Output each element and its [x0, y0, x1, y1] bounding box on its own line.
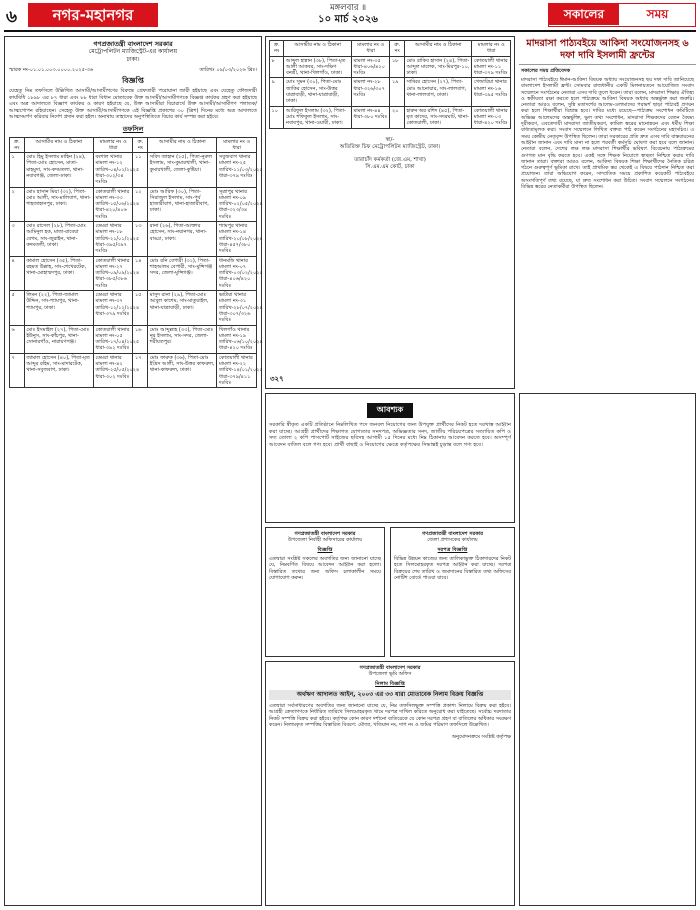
column-header: আসামীর নাম ও ঠিকানা — [284, 41, 351, 57]
office-title: জেলা প্রশাসকের কার্যালয় — [427, 537, 478, 544]
gov-title: গণপ্রজাতন্ত্রী বাংলাদেশ সরকার — [294, 531, 356, 537]
auction-sign: অনুমোদনক্রমে সংশ্লিষ্ট কর্তৃপক্ষ — [451, 734, 511, 741]
table-row — [10, 353, 257, 387]
notice-body: যেহেতু নিম্ন তফসিলে উল্লিখিত আসামী/আসামীগণের বিরুদ্ধে গ্রেফতারী পরোয়ানা জারী হইয়াছে এবং যেহেতু ফৌজদারী কার্যবিধি ১৮৯৮ এর ৮৭ ধারা এবং ৮৮ ধারা বিধান মোতাবেক উক্ত আসামী/আসামীগণকে বিজ্ঞপ্ত কার্যকর গ্রহণ করা হইয়াছে এবং অত্র আদালতে বিজ্ঞাপ কার্যকর ও কারণ হইয়াছে যে, উক্ত আসামীরা বিচারার্থে উক্ত আসামী/আসামীগণ পলাতক/আত্মগোপন রহিয়াছেন। সেহেতু উক্ত আসামী/আসামীগণকে এই বিজ্ঞপ্তি প্রকাশের ৩০ (ত্রিশ) দিনের মধ্যে অত্র আদালতে আত্মসমর্পণ করিবার নির্দেশ প্রদান করা হইল। অন্যথায় তাহাদের অনুপস্থিতিতে বিচার কার্য সম্পন্ন করা হইবে। — [9, 88, 257, 120]
table-cell: ২ — [10, 187, 25, 221]
table-cell: গেন্ডারিয়া থানার মামলা নং-১৬ ধারা-৩৯৫ দঃবিঃ — [472, 78, 511, 106]
table-cell: ৬ — [10, 325, 25, 353]
column-header: মামলার নং ও ধারা — [93, 137, 133, 153]
table-cell: ৩ — [10, 222, 25, 256]
recruitment-title: আবশ্যক — [367, 403, 413, 418]
tender-notice — [390, 527, 515, 657]
table-cell: মোঃ সুমন (৩০), পিতা-মোঃ জাকির হোসেন, সাং-উত্তর যাত্রাবাড়ী, থানা-যাত্রাবাড়ী, ঢাকা। — [284, 78, 351, 106]
table-cell: রানা (২৬), পিতা-আক্তার হোসেন, সাং-নয়ানগর, থানা-বাড্ডা, ঢাকা। — [148, 222, 217, 256]
page-number: ৬ — [6, 7, 18, 27]
article-headline: মাদরাসা পাঠ্যবইয়ে আকিদা সংযোজনসহ ৬ দফা দাবি ইসলামী ফ্রন্টের — [519, 36, 696, 65]
table-cell: সাব্বির হোসেন (২৭), পিতা-মোঃ আনোয়ার, সাং-লালবাগ, থানা-লালবাগ, ঢাকা। — [404, 78, 471, 106]
table-header-row — [10, 137, 257, 153]
ref-date: তারিখঃ ০৯/০৩/২০২৬ খ্রিঃ। — [199, 67, 257, 73]
table-cell: ৯ — [270, 78, 284, 106]
auction-notice — [265, 661, 515, 906]
accused-table-continued — [269, 40, 511, 129]
table-cell: ২০ — [390, 106, 404, 128]
recruitment-body: সরকারি স্বীকৃত একটি প্রতিষ্ঠানে নিম্নলিখিত পদে জনবল নিয়োগের জন্য উপযুক্ত প্রার্থীদের নিকট হতে দরখাস্ত আহ্বান করা যাচ্ছে। আগ্রহী প্রার্থীদের শিক্ষাগত যোগ্যতার সনদপত্র, অভিজ্ঞতার সনদ, জাতীয় পরিচয়পত্রের সত্যায়িত কপি ও সদ্য তোলা ২ কপি পাসপোর্ট সাইজের ছবিসহ আগামী ১৫ দিনের মধ্যে নিম্ন ঠিকানায় আবেদন করতে হবে। অসম্পূর্ণ আবেদন বাতিল বলে গণ্য হবে। প্রার্থী বাছাই ও নিয়োগের ক্ষেত্রে কর্তৃপক্ষের সিদ্ধান্তই চূড়ান্ত বলে গণ্য হবে। — [269, 422, 511, 448]
notice-title: বিজ্ঞপ্তি — [317, 546, 333, 553]
tender-body: বিভিন্ন উন্নয়ন কাজের জন্য তালিকাভুক্ত ঠিকাদারদের নিকট হতে সিলমোহরকৃত দরপত্র আহ্বান করা যাচ্ছে। দরপত্র বিক্রয়ের শেষ তারিখ ও জমাদানের বিস্তারিত তথ্য অফিসের নোটিশ বোর্ডে পাওয়া যাবে। — [394, 556, 511, 581]
table-cell: বংশাল থানার মামলা নং-১২ তারিখ-০৪/০২/২০২৫ ধারা-৩০২/৩৪ দঃবিঃ — [95, 154, 140, 186]
table-row — [10, 256, 257, 290]
table-cell: মোঃ ফারুক (৩৬), পিতা-মোঃ ইদ্রিস আলী, সাং-উত্তর কাফরুল, থানা-কাফরুল, ঢাকা। — [148, 353, 217, 387]
ref-number: স্মারক নং-০১.০১.০০৩.০০০০.২০২৫-৩৬ — [9, 67, 94, 73]
column-header: আসামীর নাম ও ঠিকানা — [148, 137, 217, 153]
column-header: ক্র. নং — [270, 41, 284, 57]
table-cell: মোঃ রাসেল (২৮), পিতা-মোঃ আমিনুল হক, মাতা-রাবেয়া বেগম, সাং-জুরাইন, থানা-কদমতলী, ঢাকা। — [24, 222, 93, 256]
table-cell: মোঃ আরিফ (৩০), পিতা-সিরাজুল ইসলাম, সাং-পূর্ব হাজারীবাগ, থানা-হাজারীবাগ, ঢাকা। — [148, 187, 217, 221]
signature-by: তারাচাঁদ কর্মকর্তা (জে.এম, শাখা) — [354, 156, 426, 163]
table-cell: ১১ — [133, 153, 148, 187]
table-cell: ১৭ — [133, 353, 148, 387]
table-cell: ১৪ — [133, 256, 148, 290]
signature-title: অতিরিক্ত চিফ মেট্রোপলিটন ম্যাজিস্ট্রেট, ঢাকা। — [339, 143, 441, 150]
header-rule — [4, 30, 696, 32]
accused-table — [9, 137, 263, 389]
auction-body: এতদ্বারা সর্বসাধারণের অবগতির জন্য জানানো যাচ্ছে যে, নিম্ন তফসিলভুক্ত সম্পত্তি প্রকাশ্য নিলামে বিক্রয় করা হইবে। আগ্রহী ক্রেতাগণকে নির্ধারিত তারিখে সিলমোহরকৃত খামে দরপত্র দাখিল করিতে অনুরোধ করা যাইতেছে। সর্বোচ্চ দরদাতার নিকট সম্পত্তি বিক্রয় করা হইবে। কর্তৃপক্ষ কোন কারণ দর্শানো ব্যতিরেকে যে কোন দরপত্র গ্রহণ বা বাতিলের অধিকার সংরক্ষণ করেন। নিলামকৃত সম্পত্তির বিস্তারিত বিবরণ: মৌজা, খতিয়ান নং, দাগ নং ও জমির পরিমাণ তফসিলে উল্লেখিত। — [269, 703, 511, 728]
section-badge: নগর-মহানগর — [28, 3, 158, 27]
table-cell: কোতয়ালী থানার মামলা নং-০৩ ধারা-৪২০ দঃবিঃ — [472, 106, 511, 128]
column-header: মামলার নং ও ধারা — [351, 41, 390, 57]
table-cell: মোঃ ইসমাইল (২৭), পিতা-মোঃ ইউনুস, সাং-কাঁচপুর, থানা-সোনারগাঁও, নারায়ণগঞ্জ। — [24, 325, 93, 353]
signature: স্বা/- — [385, 136, 395, 143]
table-cell: সূত্রাপুর থানার মামলা নং-০৯ তারিখ-০২/০৫/২০২৪ ধারা-৩২৩/৩৪ দঃবিঃ — [218, 188, 263, 220]
table-cell: কামাল হোসেন (৩৫), পিতা-রহমত উল্লাহ, সাং-শেখেরটেক, থানা-মোহাম্মদপুর, ঢাকা। — [24, 256, 93, 290]
table-row — [270, 78, 511, 106]
chief-judicial-magistrate-notice — [519, 393, 696, 906]
table-cell: কোতয়ালী থানার মামলা নং-৩৩ তারিখ-১৫/০৬/২০২৪ ধারা-৪২০/৪০৬ দঃবিঃ — [95, 188, 140, 220]
recruitment-ad — [265, 393, 515, 523]
table-cell: মামলা নং-৪৪ ধারা-৩৮০ দঃবিঃ — [351, 106, 390, 128]
table-cell: ডেমরা থানার মামলা নং-৩৭ তারিখ-১২/১২/২০২৪ ধারা-৩৭৯ দঃবিঃ — [93, 291, 133, 325]
logo-left: সকালের — [549, 4, 619, 25]
schedule-title: তফসিল — [122, 124, 144, 133]
table-cell: কোতয়ালী থানার মামলা নং-২২ তারিখ-১৪/০১/২০২৫ ধারা-৩৭৯/৪১১ দঃবিঃ — [218, 354, 263, 386]
table-cell: ১০ — [270, 106, 284, 128]
newspaper-logo — [548, 3, 696, 27]
article-byline: সকালের সময় প্রতিবেদক — [521, 68, 571, 74]
table-cell: ১৮ — [390, 56, 404, 78]
table-cell: সবুজবাগ থানার মামলা নং-২৫ তারিখ-১১/০৩/২০২৫ ধারা-৩৭৯ দঃবিঃ — [217, 153, 257, 187]
date-label: ১০ মার্চ ২০২৬ — [318, 14, 378, 25]
table-cell: আরিফুল ইসলাম (৩২), পিতা-মোঃ শফিকুল ইসলাম, সাং-নবাবপুর, থানা-ওয়ারী, ঢাকা। — [284, 106, 351, 128]
table-cell: ৫ — [10, 291, 25, 325]
ad-number: ৩২৭ — [270, 375, 284, 383]
column-header: মামলার নং ও ধারা — [472, 41, 511, 57]
table-row — [270, 56, 511, 78]
table-cell: কোতয়ালী থানার মামলা নং-১১ ধারা-৩৭৯ দঃবিঃ — [472, 56, 511, 78]
table-cell: মোঃ রনি বেপারী (৩১), পিতা-শাহআলম বেপারী, সাং-মুন্সিগঞ্জ সদর, জেলা-মুন্সিগঞ্জ। — [148, 256, 217, 290]
gov-title: গণপ্রজাতন্ত্রী বাংলাদেশ সরকার — [422, 531, 483, 537]
notice-reference — [9, 67, 257, 75]
table-cell: কোতয়ালী থানার মামলা নং-০৫ তারিখ-১৭/০৪/২০২৫ ধারা-৩৯২ দঃবিঃ — [95, 326, 140, 352]
table-row — [10, 153, 257, 187]
table-row — [10, 325, 257, 353]
table-cell: ৭ — [10, 353, 25, 387]
table-row — [10, 291, 257, 325]
table-cell: মাসুদ রানা (২৯), পিতা-মোঃ আবুল কাশেম, সাং-মাতুয়াইল, থানা-যাত্রাবাড়ী, ঢাকা। — [148, 291, 217, 325]
column-header: মামলার নং ও ধারা — [217, 137, 257, 153]
article-body: মাদরাসা পাঠ্যবইয়ে ঈমান-আকিদা বিষয়ক অধ্যায় সংযোজনসহ ছয় দফা দাবি জানিয়েছে বাংলাদেশ ইসলামী ফ্রন্ট। সোমবার রাজধানীর একটি মিলনায়তনে আয়োজিত সংবাদ সম্মেলনে সংগঠনের নেতারা এসব দাবি তুলে ধরেন। তারা বলেন, মাদরাসা শিক্ষার ঐতিহ্য ও স্বকীয়তা রক্ষা করতে হলে পাঠ্যক্রমে আকিদা বিষয়ক অধ্যায় অন্তর্ভুক্ত করা জরুরি। নেতারা আরও বলেন, সুন্নি মতাদর্শের আলেম-ওলামাদের পরামর্শ ছাড়া পাঠ্যবই প্রণয়ন করা হলে শিক্ষার্থীরা বিভ্রান্ত হবে। দাবির মধ্যে রয়েছে—পাঠ্যক্রম সংশোধন কমিটিতে অভিজ্ঞ আলেমদের অন্তর্ভুক্তি, ভুল তথ্য সংশোধন, মাদরাসা শিক্ষকদের বেতন বৈষম্য দূরীকরণ, এবতেদায়ী মাদরাসা জাতীয়করণ, কামিল স্তরের মানোন্নয়ন এবং ধর্মীয় শিক্ষা বাধ্যতামূলক করা। সংবাদ সম্মেলনে লিখিত বক্তব্য পাঠ করেন সংগঠনের মহাসচিব। এ সময় কেন্দ্রীয় নেতৃবৃন্দ উপস্থিত ছিলেন। তারা সরকারের প্রতি দ্রুত এসব দাবি বাস্তবায়নের আহ্বান জানান এবং দাবি মানা না হলে পরবর্তী কর্মসূচি ঘোষণা করা হবে বলে জানান। নেতারা বলেন, দেশের লক্ষ লক্ষ মাদরাসা শিক্ষার্থীর ভবিষ্যৎ বিবেচনায় পাঠ্যক্রমের গুণগত মান বৃদ্ধি করতে হবে। একই সঙ্গে শিক্ষক নিয়োগে স্বচ্ছতা নিশ্চিত করার দাবি জানান তারা। বক্তারা আরও বলেন, আকিদা বিষয়ক শিক্ষা শিক্ষার্থীদের নৈতিক চরিত্র গঠনে গুরুত্বপূর্ণ ভূমিকা রাখে। তাই প্রাথমিক স্তর থেকেই এ বিষয়ে পাঠদান নিশ্চিত করা প্রয়োজন। তারা অভিযোগ করেন, সাম্প্রতিক সময়ে প্রকাশিত কয়েকটি পাঠ্যবইয়ে অসংগতিপূর্ণ তথ্য রয়েছে, যা দ্রুত সংশোধন করা উচিত। সংবাদ সম্মেলনে সংগঠনের বিভিন্ন স্তরের নেতাকর্মীরা উপস্থিত ছিলেন। — [521, 77, 695, 191]
table-row — [270, 106, 511, 128]
table-cell: ১৫ — [133, 291, 148, 325]
column-header: ক্র. নং — [10, 137, 25, 153]
column-header: আসামীর নাম ও ঠিকানা — [404, 41, 471, 57]
table-cell: শ্যামপুর থানার মামলা নং-১৪ তারিখ-২০/০৮/২০২৪ ধারা-৪৫৭/৩৮০ দঃবিঃ — [218, 223, 263, 255]
column-header: ক্র. নং — [133, 137, 148, 153]
table-cell: ধানমন্ডি থানার মামলা নং-০৭ তারিখ-০৩/০২/২০২৫ ধারা-৪০৬/৪২০ দঃবিঃ — [218, 257, 263, 289]
table-cell: ১৩ — [133, 222, 148, 256]
day-label: মঙ্গলবার ॥ — [329, 3, 367, 13]
table-cell: ১২ — [133, 187, 148, 221]
table-cell: ডেমরা থানার মামলা নং-১৮ তারিখ-২১/০১/২০২৫ ধারা-৩৯৫/৩৯৭ দঃবিঃ — [95, 223, 140, 255]
page-header — [0, 0, 700, 30]
auction-highlight: অর্থঋণ আদালত আইন, ২০০৩ এর ৩৩ ধারা মোতাবেক নিলাম বিক্রয় বিজ্ঞপ্তি — [269, 690, 511, 700]
table-cell: সবিদ জাহান (২৫), পিতা-নুরুল ইসলাম, সাং-কুমারখালী, থানা-কুমারখালী, জেলা-কুষ্টিয়া। — [148, 153, 217, 187]
column-header: আসামীর নাম ও ঠিকানা — [24, 137, 93, 153]
table-cell: ১৯ — [390, 78, 404, 106]
table-cell: মোঃ হিমু ইসলাম মাহিন (২৪), পিতা-মোঃ হোসেন, মাতা-মাহমুদা, সাং-কদমতলা, থানা-নবাবগঞ্জ, জেলা-ঢাকা। — [24, 153, 93, 187]
notice-heading — [9, 40, 257, 64]
metropolitan-magistrate-notice — [4, 36, 262, 906]
table-cell: মামলা নং-২৮ ধারা-৩২৬/৩০৭ দঃবিঃ — [351, 78, 390, 106]
tender-title: দরপত্র বিজ্ঞপ্তি — [437, 546, 468, 553]
office-city: ঢাকা। — [126, 56, 140, 63]
office-title: মেট্রোপলিটন ম্যাজিস্ট্রেট-এর কার্যালয় — [88, 48, 178, 55]
signature-by-office: সি.এম.এম কোর্ট, ঢাকা — [365, 163, 415, 170]
office-title: উপজেলা নির্বাহী অফিসারের কার্যালয় — [287, 537, 363, 544]
gov-title: গণপ্রজাতন্ত্রী বাংলাদেশ সরকার — [359, 665, 421, 671]
table-cell: ভাটারা থানার মামলা নং-৩১ তারিখ-২৮/০৭/২০২৪ ধারা-৩০৭/৩২৬ দঃবিঃ — [218, 292, 263, 324]
table-cell: ডেমরা থানার মামলা নং-৪২ তারিখ-২৫/০৫/২০২৪ ধারা-৩০২ দঃবিঃ — [93, 353, 133, 387]
table-cell: মোঃ রাকিব হাসান (২৪), পিতা-আব্দুল মালেক, সাং-মিরপুর-১০, ঢাকা। — [404, 56, 471, 78]
table-cell: ৮ — [270, 56, 284, 78]
upazila-notice — [265, 527, 385, 657]
table-cell: খিলগাঁও থানার মামলা নং-১৯ তারিখ-০৬/১০/২০২৪ ধারা-৪২০ দঃবিঃ — [218, 326, 263, 352]
news-article — [519, 36, 696, 389]
dateline — [268, 2, 428, 26]
table-cell: কোতয়ালী থানার মামলা নং-২৭ তারিখ-০৯/০৯/২০২৪ ধারা-৩৮৫/৩৮৬ দঃবিঃ — [95, 257, 140, 289]
table-cell: ১৬ — [133, 325, 148, 353]
signature-block — [269, 137, 511, 171]
table-cell: আব্দুল হান্নান (৩৮), পিতা-মৃত আলী আকবর, সাং-দক্ষিণ বনশ্রী, থানা-খিলগাঁও, ঢাকা। — [284, 56, 351, 78]
table-cell: হারুন অর রশিদ (৪৫), পিতা-মৃত কাদের, সাং-সদরঘাট, থানা-কোতয়ালী, ঢাকা। — [404, 106, 471, 128]
table-row — [10, 222, 257, 256]
notice-body: এতদ্বারা সংশ্লিষ্ট সকলের অবগতির জন্য জানানো যাচ্ছে যে, নিম্নবর্ণিত বিষয়ে আবেদন আহ্বান করা হলো। বিস্তারিত তথ্যের জন্য অফিস চলাকালীন সময়ে যোগাযোগ করুন। — [269, 556, 381, 581]
table-cell: মোঃ হাসান মিয়া (৩২), পিতা-মোঃ আলী, সাং-মালিবাগ, থানা-শাহজাহানপুর, ঢাকা। — [24, 187, 93, 221]
gov-title: গণপ্রজাতন্ত্রী বাংলাদেশ সরকার — [93, 40, 173, 48]
office-title: উপজেলা ভূমি অফিস — [368, 671, 412, 678]
table-cell: লিমন (২২), পিতা-জামাল উদ্দিন, সাং-শ্যামপুর, থানা-শ্যামপুর, ঢাকা। — [24, 291, 93, 325]
logo-right: সময় — [646, 7, 669, 21]
column-header: ক্র. নং — [390, 41, 404, 57]
notice-continuation — [265, 36, 515, 389]
notice-title: বিজ্ঞপ্তি — [122, 76, 144, 85]
table-cell: মামলা নং-৩৫ ধারা-৪০৬/৪২০ দঃবিঃ — [351, 56, 390, 78]
table-cell: মোঃ আব্দুল্লাহ (৩৩), পিতা-মোঃ নূর ইসলাম, সাং-সদর, জেলা-শরীয়তপুর। — [148, 325, 217, 353]
auction-title: নিলাম বিজ্ঞপ্তি — [375, 680, 405, 687]
table-cell: ১ — [10, 153, 25, 187]
table-cell: ৪ — [10, 256, 25, 290]
table-row — [10, 187, 257, 221]
table-cell: জামাল হোসেন (৪০), পিতা-মৃত আব্দুর রহিম, সাং-মাদারটেক, থানা-সবুজবাগ, ঢাকা। — [24, 353, 93, 387]
table-header-row — [270, 41, 511, 57]
